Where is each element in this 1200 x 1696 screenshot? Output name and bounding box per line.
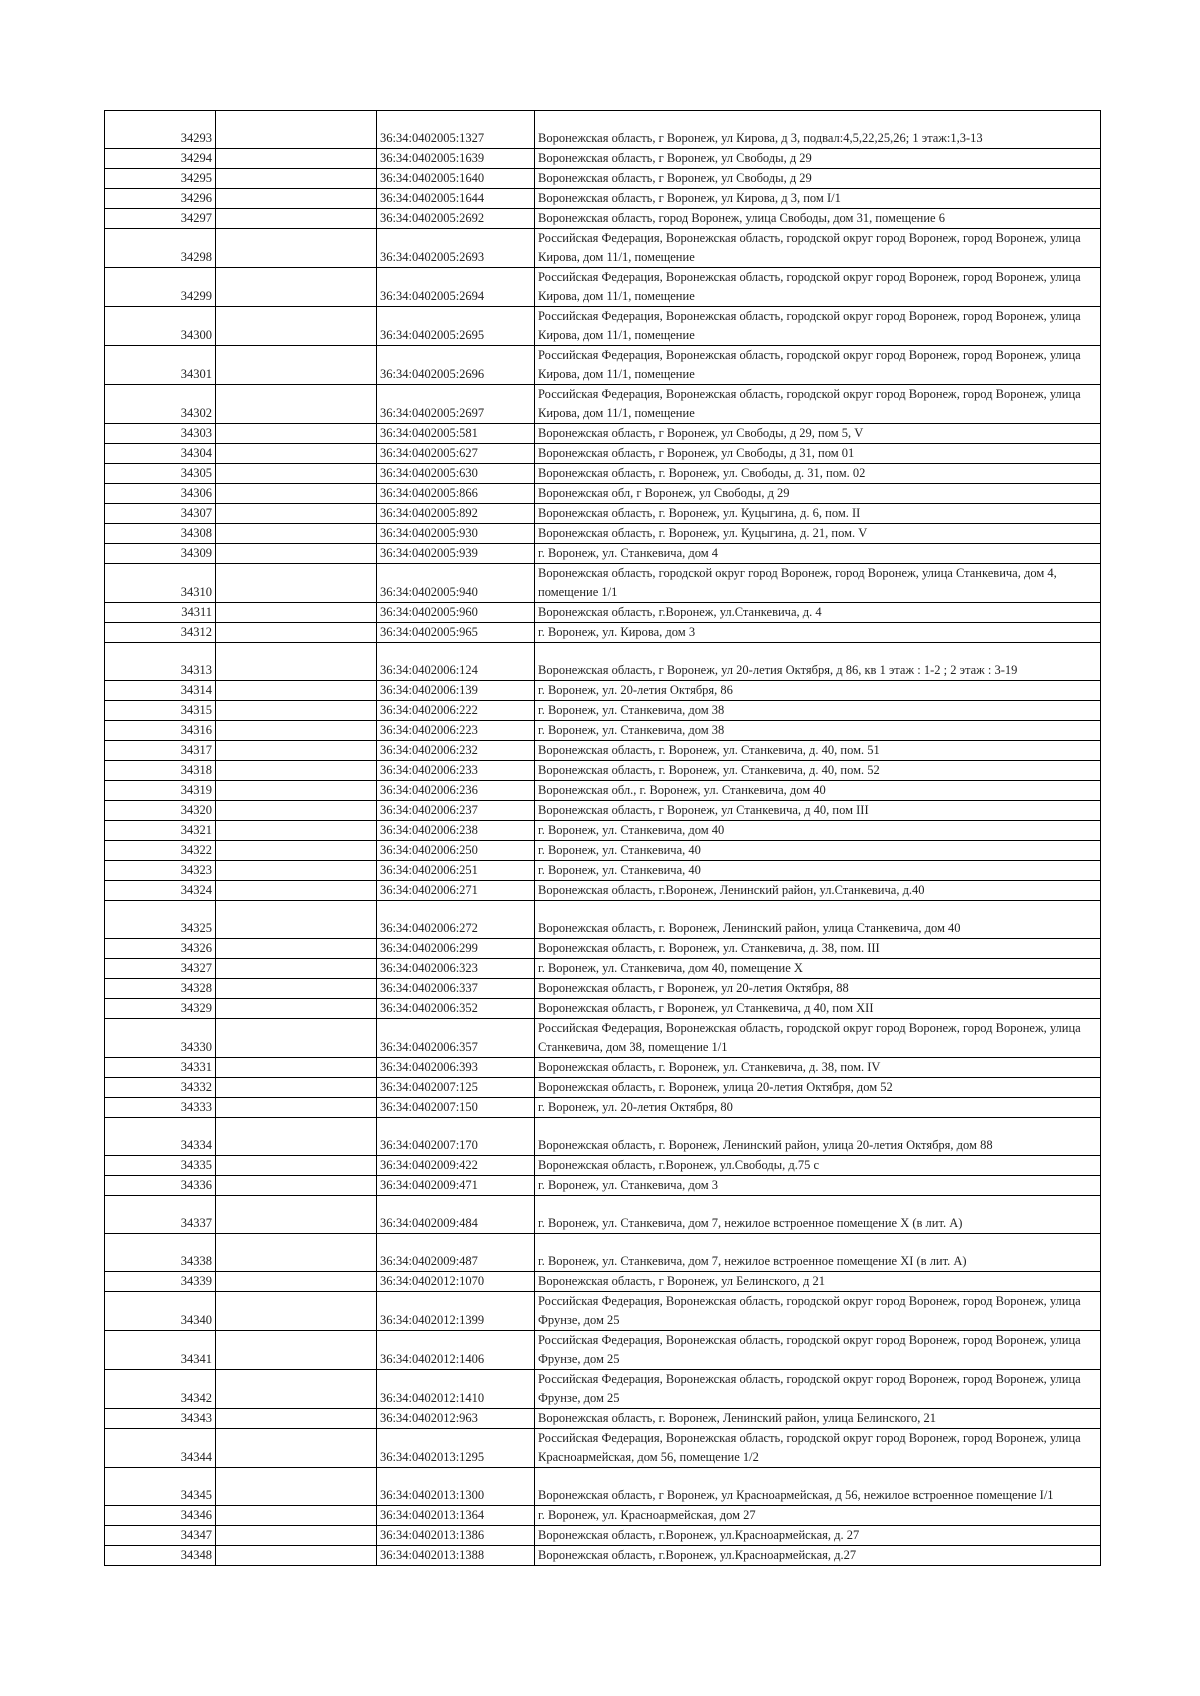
empty-cell [216, 761, 377, 781]
address-cell: Воронежская область, г Воронеж, ул 20-летия Октября, 88 [535, 979, 1101, 999]
cadastral-number-cell: 36:34:0402006:271 [377, 881, 535, 901]
empty-cell [216, 1468, 377, 1506]
address-cell: г. Воронеж, ул. Станкевича, 40 [535, 861, 1101, 881]
cadastral-number-cell: 36:34:0402005:1639 [377, 149, 535, 169]
row-number-cell: 34347 [105, 1526, 216, 1546]
row-number-cell: 34334 [105, 1118, 216, 1156]
empty-cell [216, 861, 377, 881]
table-row [105, 939, 1101, 959]
cadastral-number-cell: 36:34:0402005:2692 [377, 209, 535, 229]
address-cell: Воронежская область, г. Воронеж, ул. Станкевича, д. 38, пом. IV [535, 1058, 1101, 1078]
table-row [105, 979, 1101, 999]
empty-cell [216, 643, 377, 681]
cadastral-number-cell: 36:34:0402006:272 [377, 901, 535, 939]
address-cell: Воронежская область, г Воронеж, ул Свободы, д 29, пом 5, V [535, 424, 1101, 444]
address-cell: Воронежская область, г. Воронеж, ул. Станкевича, д. 38, пом. III [535, 939, 1101, 959]
address-cell: г. Воронеж, ул. Кирова, дом 3 [535, 623, 1101, 643]
empty-cell [216, 149, 377, 169]
row-number-cell: 34337 [105, 1196, 216, 1234]
empty-cell [216, 603, 377, 623]
empty-cell [216, 1196, 377, 1234]
table-row [105, 1176, 1101, 1196]
cadastral-number-cell: 36:34:0402006:236 [377, 781, 535, 801]
table-row [105, 268, 1101, 307]
table-row [105, 385, 1101, 424]
row-number-cell: 34339 [105, 1272, 216, 1292]
table-row [105, 484, 1101, 504]
table-row [105, 1429, 1101, 1468]
address-cell: Воронежская обл, г Воронеж, ул Свободы, д 29 [535, 484, 1101, 504]
empty-cell [216, 1176, 377, 1196]
empty-cell [216, 229, 377, 268]
empty-cell [216, 346, 377, 385]
empty-cell [216, 464, 377, 484]
address-cell: г. Воронеж, ул. 20-летия Октября, 86 [535, 681, 1101, 701]
empty-cell [216, 1058, 377, 1078]
empty-cell [216, 959, 377, 979]
table-row [105, 841, 1101, 861]
table-row [105, 424, 1101, 444]
cadastral-number-cell: 36:34:0402006:124 [377, 643, 535, 681]
table-row [105, 346, 1101, 385]
cadastral-number-cell: 36:34:0402005:930 [377, 524, 535, 544]
table-row [105, 1234, 1101, 1272]
empty-cell [216, 939, 377, 959]
table-row [105, 761, 1101, 781]
table-row [105, 741, 1101, 761]
table-row [105, 1409, 1101, 1429]
table-row [105, 721, 1101, 741]
row-number-cell: 34302 [105, 385, 216, 424]
empty-cell [216, 1409, 377, 1429]
cadastral-number-cell: 36:34:0402005:960 [377, 603, 535, 623]
cadastral-number-cell: 36:34:0402005:940 [377, 564, 535, 603]
table-row [105, 1098, 1101, 1118]
row-number-cell: 34307 [105, 504, 216, 524]
table-row [105, 1506, 1101, 1526]
row-number-cell: 34348 [105, 1546, 216, 1566]
row-number-cell: 34329 [105, 999, 216, 1019]
row-number-cell: 34298 [105, 229, 216, 268]
address-cell: Воронежская область, г Воронеж, ул Станкевича, д 40, пом XII [535, 999, 1101, 1019]
empty-cell [216, 1272, 377, 1292]
address-cell: Российская Федерация, Воронежская область, городской округ город Воронеж, город Воронеж, улица Фрунзе, дом 25 [535, 1331, 1101, 1370]
address-cell: г. Воронеж, ул. Станкевича, дом 7, нежилое встроенное помещение XI (в лит. А) [535, 1234, 1101, 1272]
table-row [105, 1196, 1101, 1234]
address-cell: Воронежская область, г.Воронеж, ул.Красноармейская, д.27 [535, 1546, 1101, 1566]
table-row [105, 623, 1101, 643]
row-number-cell: 34299 [105, 268, 216, 307]
empty-cell [216, 169, 377, 189]
empty-cell [216, 1098, 377, 1118]
address-cell: Воронежская область, г Воронеж, ул Свободы, д 29 [535, 149, 1101, 169]
row-number-cell: 34328 [105, 979, 216, 999]
address-cell: г. Воронеж, ул. 20-летия Октября, 80 [535, 1098, 1101, 1118]
row-number-cell: 34316 [105, 721, 216, 741]
table-row [105, 504, 1101, 524]
table-row [105, 821, 1101, 841]
cadastral-number-cell: 36:34:0402009:471 [377, 1176, 535, 1196]
row-number-cell: 34297 [105, 209, 216, 229]
cadastral-number-cell: 36:34:0402013:1295 [377, 1429, 535, 1468]
row-number-cell: 34309 [105, 544, 216, 564]
table-row [105, 464, 1101, 484]
cadastral-number-cell: 36:34:0402013:1364 [377, 1506, 535, 1526]
empty-cell [216, 444, 377, 464]
empty-cell [216, 901, 377, 939]
address-cell: Воронежская область, г Воронеж, ул Свободы, д 31, пом 01 [535, 444, 1101, 464]
empty-cell [216, 424, 377, 444]
empty-cell [216, 1546, 377, 1566]
row-number-cell: 34293 [105, 111, 216, 149]
row-number-cell: 34322 [105, 841, 216, 861]
cadastral-number-cell: 36:34:0402005:627 [377, 444, 535, 464]
empty-cell [216, 268, 377, 307]
cadastral-number-cell: 36:34:0402009:484 [377, 1196, 535, 1234]
empty-cell [216, 979, 377, 999]
address-cell: Воронежская область, г Воронеж, ул Станкевича, д 40, пом III [535, 801, 1101, 821]
empty-cell [216, 1118, 377, 1156]
table-row [105, 1468, 1101, 1506]
address-cell: г. Воронеж, ул. Станкевича, дом 38 [535, 701, 1101, 721]
cadastral-number-cell: 36:34:0402006:352 [377, 999, 535, 1019]
address-cell: Российская Федерация, Воронежская область, городской округ город Воронеж, город Воронеж, улица Фрунзе, дом 25 [535, 1370, 1101, 1409]
row-number-cell: 34335 [105, 1156, 216, 1176]
row-number-cell: 34342 [105, 1370, 216, 1409]
address-cell: Российская Федерация, Воронежская область, городской округ город Воронеж, город Воронеж, улица Кирова, дом 11/1, помещение [535, 268, 1101, 307]
empty-cell [216, 1156, 377, 1176]
empty-cell [216, 801, 377, 821]
table-row [105, 209, 1101, 229]
table-row [105, 444, 1101, 464]
table-row [105, 307, 1101, 346]
address-cell: Российская Федерация, Воронежская область, городской округ город Воронеж, город Воронеж, улица Кирова, дом 11/1, помещение [535, 229, 1101, 268]
empty-cell [216, 741, 377, 761]
address-cell: Воронежская область, г. Воронеж, улица 20-летия Октября, дом 52 [535, 1078, 1101, 1098]
cadastral-number-cell: 36:34:0402005:892 [377, 504, 535, 524]
cadastral-number-cell: 36:34:0402012:1399 [377, 1292, 535, 1331]
row-number-cell: 34315 [105, 701, 216, 721]
empty-cell [216, 681, 377, 701]
cadastral-number-cell: 36:34:0402009:422 [377, 1156, 535, 1176]
address-cell: Воронежская область, г. Воронеж, Ленинский район, улица Белинского, 21 [535, 1409, 1101, 1429]
address-cell: Воронежская область, г. Воронеж, Ленинский район, улица Станкевича, дом 40 [535, 901, 1101, 939]
cadastral-number-cell: 36:34:0402006:357 [377, 1019, 535, 1058]
table-row [105, 1331, 1101, 1370]
table-row [105, 959, 1101, 979]
cadastral-number-cell: 36:34:0402006:393 [377, 1058, 535, 1078]
cadastral-number-cell: 36:34:0402006:223 [377, 721, 535, 741]
empty-cell [216, 564, 377, 603]
address-cell: г. Воронеж, ул. Станкевича, дом 7, нежилое встроенное помещение X (в лит. А) [535, 1196, 1101, 1234]
address-cell: Воронежская область, город Воронеж, улица Свободы, дом 31, помещение 6 [535, 209, 1101, 229]
row-number-cell: 34318 [105, 761, 216, 781]
address-cell: г. Воронеж, ул. Станкевича, дом 38 [535, 721, 1101, 741]
cadastral-number-cell: 36:34:0402012:963 [377, 1409, 535, 1429]
cadastral-number-cell: 36:34:0402005:1640 [377, 169, 535, 189]
registry-body [105, 111, 1101, 1566]
empty-cell [216, 544, 377, 564]
row-number-cell: 34336 [105, 1176, 216, 1196]
cadastral-number-cell: 36:34:0402006:251 [377, 861, 535, 881]
address-cell: Российская Федерация, Воронежская область, городской округ город Воронеж, город Воронеж, улица Станкевича, дом 38, помещение 1/1 [535, 1019, 1101, 1058]
row-number-cell: 34345 [105, 1468, 216, 1506]
row-number-cell: 34325 [105, 901, 216, 939]
empty-cell [216, 821, 377, 841]
empty-cell [216, 1292, 377, 1331]
row-number-cell: 34338 [105, 1234, 216, 1272]
table-row [105, 111, 1101, 149]
cadastral-number-cell: 36:34:0402006:323 [377, 959, 535, 979]
cadastral-number-cell: 36:34:0402006:238 [377, 821, 535, 841]
empty-cell [216, 623, 377, 643]
cadastral-number-cell: 36:34:0402012:1070 [377, 1272, 535, 1292]
table-row [105, 603, 1101, 623]
table-row [105, 1292, 1101, 1331]
cadastral-number-cell: 36:34:0402006:237 [377, 801, 535, 821]
address-cell: Воронежская область, г.Воронеж, Ленинский район, ул.Станкевича, д.40 [535, 881, 1101, 901]
row-number-cell: 34321 [105, 821, 216, 841]
cadastral-number-cell: 36:34:0402005:1327 [377, 111, 535, 149]
empty-cell [216, 1506, 377, 1526]
cadastral-number-cell: 36:34:0402005:2693 [377, 229, 535, 268]
cadastral-number-cell: 36:34:0402005:2695 [377, 307, 535, 346]
table-row [105, 701, 1101, 721]
address-cell: Воронежская область, г. Воронеж, Ленинский район, улица 20-летия Октября, дом 88 [535, 1118, 1101, 1156]
address-cell: Воронежская область, г. Воронеж, ул. Станкевича, д. 40, пом. 52 [535, 761, 1101, 781]
table-row [105, 1156, 1101, 1176]
address-cell: г. Воронеж, ул. Станкевича, дом 40 [535, 821, 1101, 841]
empty-cell [216, 781, 377, 801]
cadastral-number-cell: 36:34:0402013:1388 [377, 1546, 535, 1566]
table-row [105, 643, 1101, 681]
table-row [105, 861, 1101, 881]
empty-cell [216, 1019, 377, 1058]
cadastral-number-cell: 36:34:0402007:170 [377, 1118, 535, 1156]
cadastral-number-cell: 36:34:0402007:125 [377, 1078, 535, 1098]
row-number-cell: 34308 [105, 524, 216, 544]
row-number-cell: 34324 [105, 881, 216, 901]
table-row [105, 999, 1101, 1019]
address-cell: Воронежская область, г Воронеж, ул 20-летия Октября, д 86, кв 1 этаж : 1-2 ; 2 этаж : 3-19 [535, 643, 1101, 681]
address-cell: Воронежская область, г.Воронеж, ул.Красноармейская, д. 27 [535, 1526, 1101, 1546]
table-row [105, 801, 1101, 821]
row-number-cell: 34311 [105, 603, 216, 623]
row-number-cell: 34319 [105, 781, 216, 801]
table-row [105, 169, 1101, 189]
cadastral-number-cell: 36:34:0402006:222 [377, 701, 535, 721]
address-cell: Российская Федерация, Воронежская область, городской округ город Воронеж, город Воронеж, улица Кирова, дом 11/1, помещение [535, 307, 1101, 346]
cadastral-number-cell: 36:34:0402006:299 [377, 939, 535, 959]
cadastral-number-cell: 36:34:0402006:337 [377, 979, 535, 999]
address-cell: Российская Федерация, Воронежская область, городской округ город Воронеж, город Воронеж, улица Красноармейская, дом 56, помещение 1/2 [535, 1429, 1101, 1468]
table-row [105, 544, 1101, 564]
address-cell: Воронежская область, городской округ город Воронеж, город Воронеж, улица Станкевича, дом 4, помещение 1/1 [535, 564, 1101, 603]
cadastral-number-cell: 36:34:0402005:939 [377, 544, 535, 564]
address-cell: Воронежская область, г Воронеж, ул Свободы, д 29 [535, 169, 1101, 189]
row-number-cell: 34344 [105, 1429, 216, 1468]
row-number-cell: 34327 [105, 959, 216, 979]
row-number-cell: 34317 [105, 741, 216, 761]
address-cell: Российская Федерация, Воронежская область, городской округ город Воронеж, город Воронеж, улица Кирова, дом 11/1, помещение [535, 346, 1101, 385]
table-row [105, 149, 1101, 169]
empty-cell [216, 1370, 377, 1409]
table-row [105, 1272, 1101, 1292]
row-number-cell: 34340 [105, 1292, 216, 1331]
address-cell: Воронежская область, г Воронеж, ул Красноармейская, д 56, нежилое встроенное помещение I/1 [535, 1468, 1101, 1506]
empty-cell [216, 385, 377, 424]
cadastral-number-cell: 36:34:0402005:2696 [377, 346, 535, 385]
address-cell: Воронежская обл., г. Воронеж, ул. Станкевича, дом 40 [535, 781, 1101, 801]
empty-cell [216, 701, 377, 721]
empty-cell [216, 721, 377, 741]
address-cell: Российская Федерация, Воронежская область, городской округ город Воронеж, город Воронеж, улица Фрунзе, дом 25 [535, 1292, 1101, 1331]
cadastral-number-cell: 36:34:0402005:581 [377, 424, 535, 444]
cadastral-number-cell: 36:34:0402009:487 [377, 1234, 535, 1272]
address-cell: Воронежская область, г. Воронеж, ул. Свободы, д. 31, пом. 02 [535, 464, 1101, 484]
row-number-cell: 34296 [105, 189, 216, 209]
row-number-cell: 34310 [105, 564, 216, 603]
address-cell: г. Воронеж, ул. Станкевича, 40 [535, 841, 1101, 861]
address-cell: Воронежская область, г.Воронеж, ул.Станкевича, д. 4 [535, 603, 1101, 623]
cadastral-number-cell: 36:34:0402005:2697 [377, 385, 535, 424]
cadastral-number-cell: 36:34:0402006:232 [377, 741, 535, 761]
row-number-cell: 34333 [105, 1098, 216, 1118]
table-row [105, 781, 1101, 801]
address-cell: Воронежская область, г Воронеж, ул Кирова, д 3, пом I/1 [535, 189, 1101, 209]
table-row [105, 229, 1101, 268]
cadastral-number-cell: 36:34:0402012:1410 [377, 1370, 535, 1409]
cadastral-number-cell: 36:34:0402012:1406 [377, 1331, 535, 1370]
table-row [105, 1058, 1101, 1078]
registry-table [104, 110, 1101, 1566]
table-row [105, 564, 1101, 603]
table-row [105, 881, 1101, 901]
row-number-cell: 34303 [105, 424, 216, 444]
row-number-cell: 34341 [105, 1331, 216, 1370]
row-number-cell: 34295 [105, 169, 216, 189]
table-row [105, 189, 1101, 209]
empty-cell [216, 999, 377, 1019]
empty-cell [216, 504, 377, 524]
address-cell: Российская Федерация, Воронежская область, городской округ город Воронеж, город Воронеж, улица Кирова, дом 11/1, помещение [535, 385, 1101, 424]
row-number-cell: 34331 [105, 1058, 216, 1078]
address-cell: Воронежская область, г Воронеж, ул Кирова, д 3, подвал:4,5,22,25,26; 1 этаж:1,3-13 [535, 111, 1101, 149]
row-number-cell: 34323 [105, 861, 216, 881]
address-cell: Воронежская область, г. Воронеж, ул. Куцыгина, д. 6, пом. II [535, 504, 1101, 524]
table-row [105, 901, 1101, 939]
cadastral-number-cell: 36:34:0402005:1644 [377, 189, 535, 209]
row-number-cell: 34305 [105, 464, 216, 484]
row-number-cell: 34346 [105, 1506, 216, 1526]
table-row [105, 1118, 1101, 1156]
cadastral-number-cell: 36:34:0402007:150 [377, 1098, 535, 1118]
row-number-cell: 34304 [105, 444, 216, 464]
address-cell: г. Воронеж, ул. Станкевича, дом 4 [535, 544, 1101, 564]
row-number-cell: 34326 [105, 939, 216, 959]
row-number-cell: 34301 [105, 346, 216, 385]
address-cell: г. Воронеж, ул. Станкевича, дом 40, помещение X [535, 959, 1101, 979]
empty-cell [216, 484, 377, 504]
row-number-cell: 34330 [105, 1019, 216, 1058]
table-row [105, 1370, 1101, 1409]
address-cell: г. Воронеж, ул. Станкевича, дом 3 [535, 1176, 1101, 1196]
row-number-cell: 34294 [105, 149, 216, 169]
table-row [105, 1526, 1101, 1546]
empty-cell [216, 841, 377, 861]
row-number-cell: 34300 [105, 307, 216, 346]
empty-cell [216, 209, 377, 229]
empty-cell [216, 307, 377, 346]
cadastral-number-cell: 36:34:0402006:139 [377, 681, 535, 701]
row-number-cell: 34306 [105, 484, 216, 504]
row-number-cell: 34320 [105, 801, 216, 821]
empty-cell [216, 881, 377, 901]
empty-cell [216, 1234, 377, 1272]
table-row [105, 1546, 1101, 1566]
table-row [105, 1019, 1101, 1058]
row-number-cell: 34313 [105, 643, 216, 681]
address-cell: Воронежская область, г. Воронеж, ул. Станкевича, д. 40, пом. 51 [535, 741, 1101, 761]
row-number-cell: 34343 [105, 1409, 216, 1429]
cadastral-number-cell: 36:34:0402005:630 [377, 464, 535, 484]
cadastral-number-cell: 36:34:0402006:233 [377, 761, 535, 781]
table-row [105, 1078, 1101, 1098]
cadastral-number-cell: 36:34:0402013:1300 [377, 1468, 535, 1506]
empty-cell [216, 1331, 377, 1370]
row-number-cell: 34314 [105, 681, 216, 701]
table-row [105, 681, 1101, 701]
empty-cell [216, 111, 377, 149]
empty-cell [216, 1526, 377, 1546]
cadastral-number-cell: 36:34:0402005:965 [377, 623, 535, 643]
address-cell: Воронежская область, г Воронеж, ул Белинского, д 21 [535, 1272, 1101, 1292]
table-row [105, 524, 1101, 544]
empty-cell [216, 189, 377, 209]
address-cell: Воронежская область, г.Воронеж, ул.Свободы, д.75 с [535, 1156, 1101, 1176]
cadastral-number-cell: 36:34:0402005:866 [377, 484, 535, 504]
address-cell: Воронежская область, г. Воронеж, ул. Куцыгина, д. 21, пом. V [535, 524, 1101, 544]
empty-cell [216, 524, 377, 544]
row-number-cell: 34332 [105, 1078, 216, 1098]
cadastral-number-cell: 36:34:0402005:2694 [377, 268, 535, 307]
row-number-cell: 34312 [105, 623, 216, 643]
empty-cell [216, 1078, 377, 1098]
address-cell: г. Воронеж, ул. Красноармейская, дом 27 [535, 1506, 1101, 1526]
empty-cell [216, 1429, 377, 1468]
cadastral-number-cell: 36:34:0402013:1386 [377, 1526, 535, 1546]
cadastral-number-cell: 36:34:0402006:250 [377, 841, 535, 861]
